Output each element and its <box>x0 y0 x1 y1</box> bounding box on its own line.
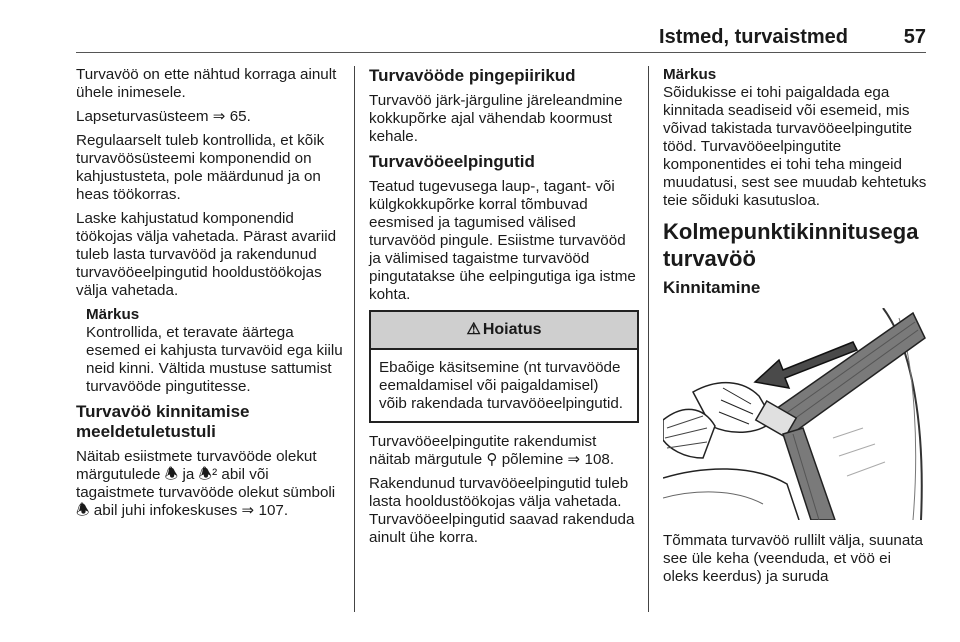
column-middle <box>369 66 639 553</box>
paragraph: Laske kahjustatud komponendid töökojas välja vahetada. Pärast avariid tuleb lasta turvavööd ja rakendunud turvavööeelpingutid hooldustöökojas välja vahetada. <box>76 210 337 299</box>
paragraph-indicator-ref[interactable]: Turvavööeelpingutite rakendumist näitab märgutule ⚲ põlemine ⇒ 108. <box>369 433 615 468</box>
paragraph-reminder: Näitab esiistmete turvavööde olekut märgutulede 🕭 ja 🕭² abil või tagaistmete turvavööde olekut sümboli 🕭 abil juhi infokeskuses ⇒ 107. <box>76 448 336 519</box>
paragraph-child-seat-ref[interactable]: Lapseturvasüsteem ⇒ 65. <box>76 108 251 125</box>
section-heading-reminder: Turvavöö kinnitamise meeldetuletustuli <box>76 402 250 441</box>
page-number: 57 <box>903 26 926 48</box>
warning-text: Ebaõige käsitsemine (nt turvavööde eemaldamisel või paigaldamisel) võib rakendada turvavööeelpingutid. <box>379 359 624 412</box>
section-heading-pretensioners: Turvavööeelpingutid <box>369 152 535 171</box>
paragraph: Teatud tugevusega laup-, tagant- või külgkokkupõrke korral tõmbuvad eesmised ja tagumised välised turvavööd pingule. Esiistme turvavööd ja välimised tagaistme turvavööd pingutatakse ühe eelpingutiga iga istme kohta. <box>369 178 636 303</box>
subsection-heading-fastening: Kinnitamine <box>663 278 761 297</box>
paragraph: Regulaarselt tuleb kontrollida, et kõik turvavöösüsteemi komponendid on kahjustusteta, pole määrdunud ja on heas töökorras. <box>76 132 325 203</box>
column-left <box>76 66 346 526</box>
note-heading: Märkus <box>663 66 717 83</box>
paragraph: Rakendunud turvavööeelpingutid tuleb lasta hooldustöökojas välja vahetada. Turvavööeelpingutid saavad rakenduda ainult ühe korra. <box>369 475 635 546</box>
paragraph: Tõmmata turvavöö rullilt välja, suunata see üle keha (veenduda, et vöö ei oleks keerdus) ja suruda <box>663 532 923 585</box>
paragraph: Turvavöö järk-järguline järeleandmine kokkupõrke ajal vähendab koormust kehale. <box>369 92 623 145</box>
note-heading: Märkus <box>86 306 140 323</box>
note-box <box>663 66 927 210</box>
header-rule <box>76 52 926 53</box>
column-right <box>663 66 927 592</box>
warning-triangle-icon: ⚠ <box>466 321 481 338</box>
running-title: Istmed, turvaistmed <box>659 26 848 48</box>
section-heading-three-point-belt: Kolmepunktikinnitusega turvavöö <box>663 219 919 271</box>
column-divider <box>648 66 649 612</box>
seatbelt-illustration <box>663 308 927 520</box>
paragraph: Turvavöö on ette nähtud korraga ainult ühele inimesele. <box>76 66 337 101</box>
note-text: Sõidukisse ei tohi paigaldada ega kinnitada seadiseid või esemeid, mis võivad takistada turvavööeelpingutite tööd. Turvavööeelpingutite komponentides ei tohi teha mingeid muudatusi, sest see muudab kehtetuks teie sõiduki kasutusloa. <box>663 84 927 209</box>
warning-box <box>369 310 639 423</box>
warning-header <box>371 312 637 350</box>
warning-title: Hoiatus <box>482 321 542 338</box>
column-divider <box>354 66 355 612</box>
page-header <box>76 26 926 50</box>
note-text: Kontrollida, et teravate äärtega esemed ei kahjusta turvavöid ega kiilu neid kinni. Vältida mustuse sattumist turvavööde pingutitesse. <box>86 324 343 395</box>
section-heading-limiters: Turvavööde pingepiirikud <box>369 66 576 85</box>
note-box <box>86 306 346 396</box>
